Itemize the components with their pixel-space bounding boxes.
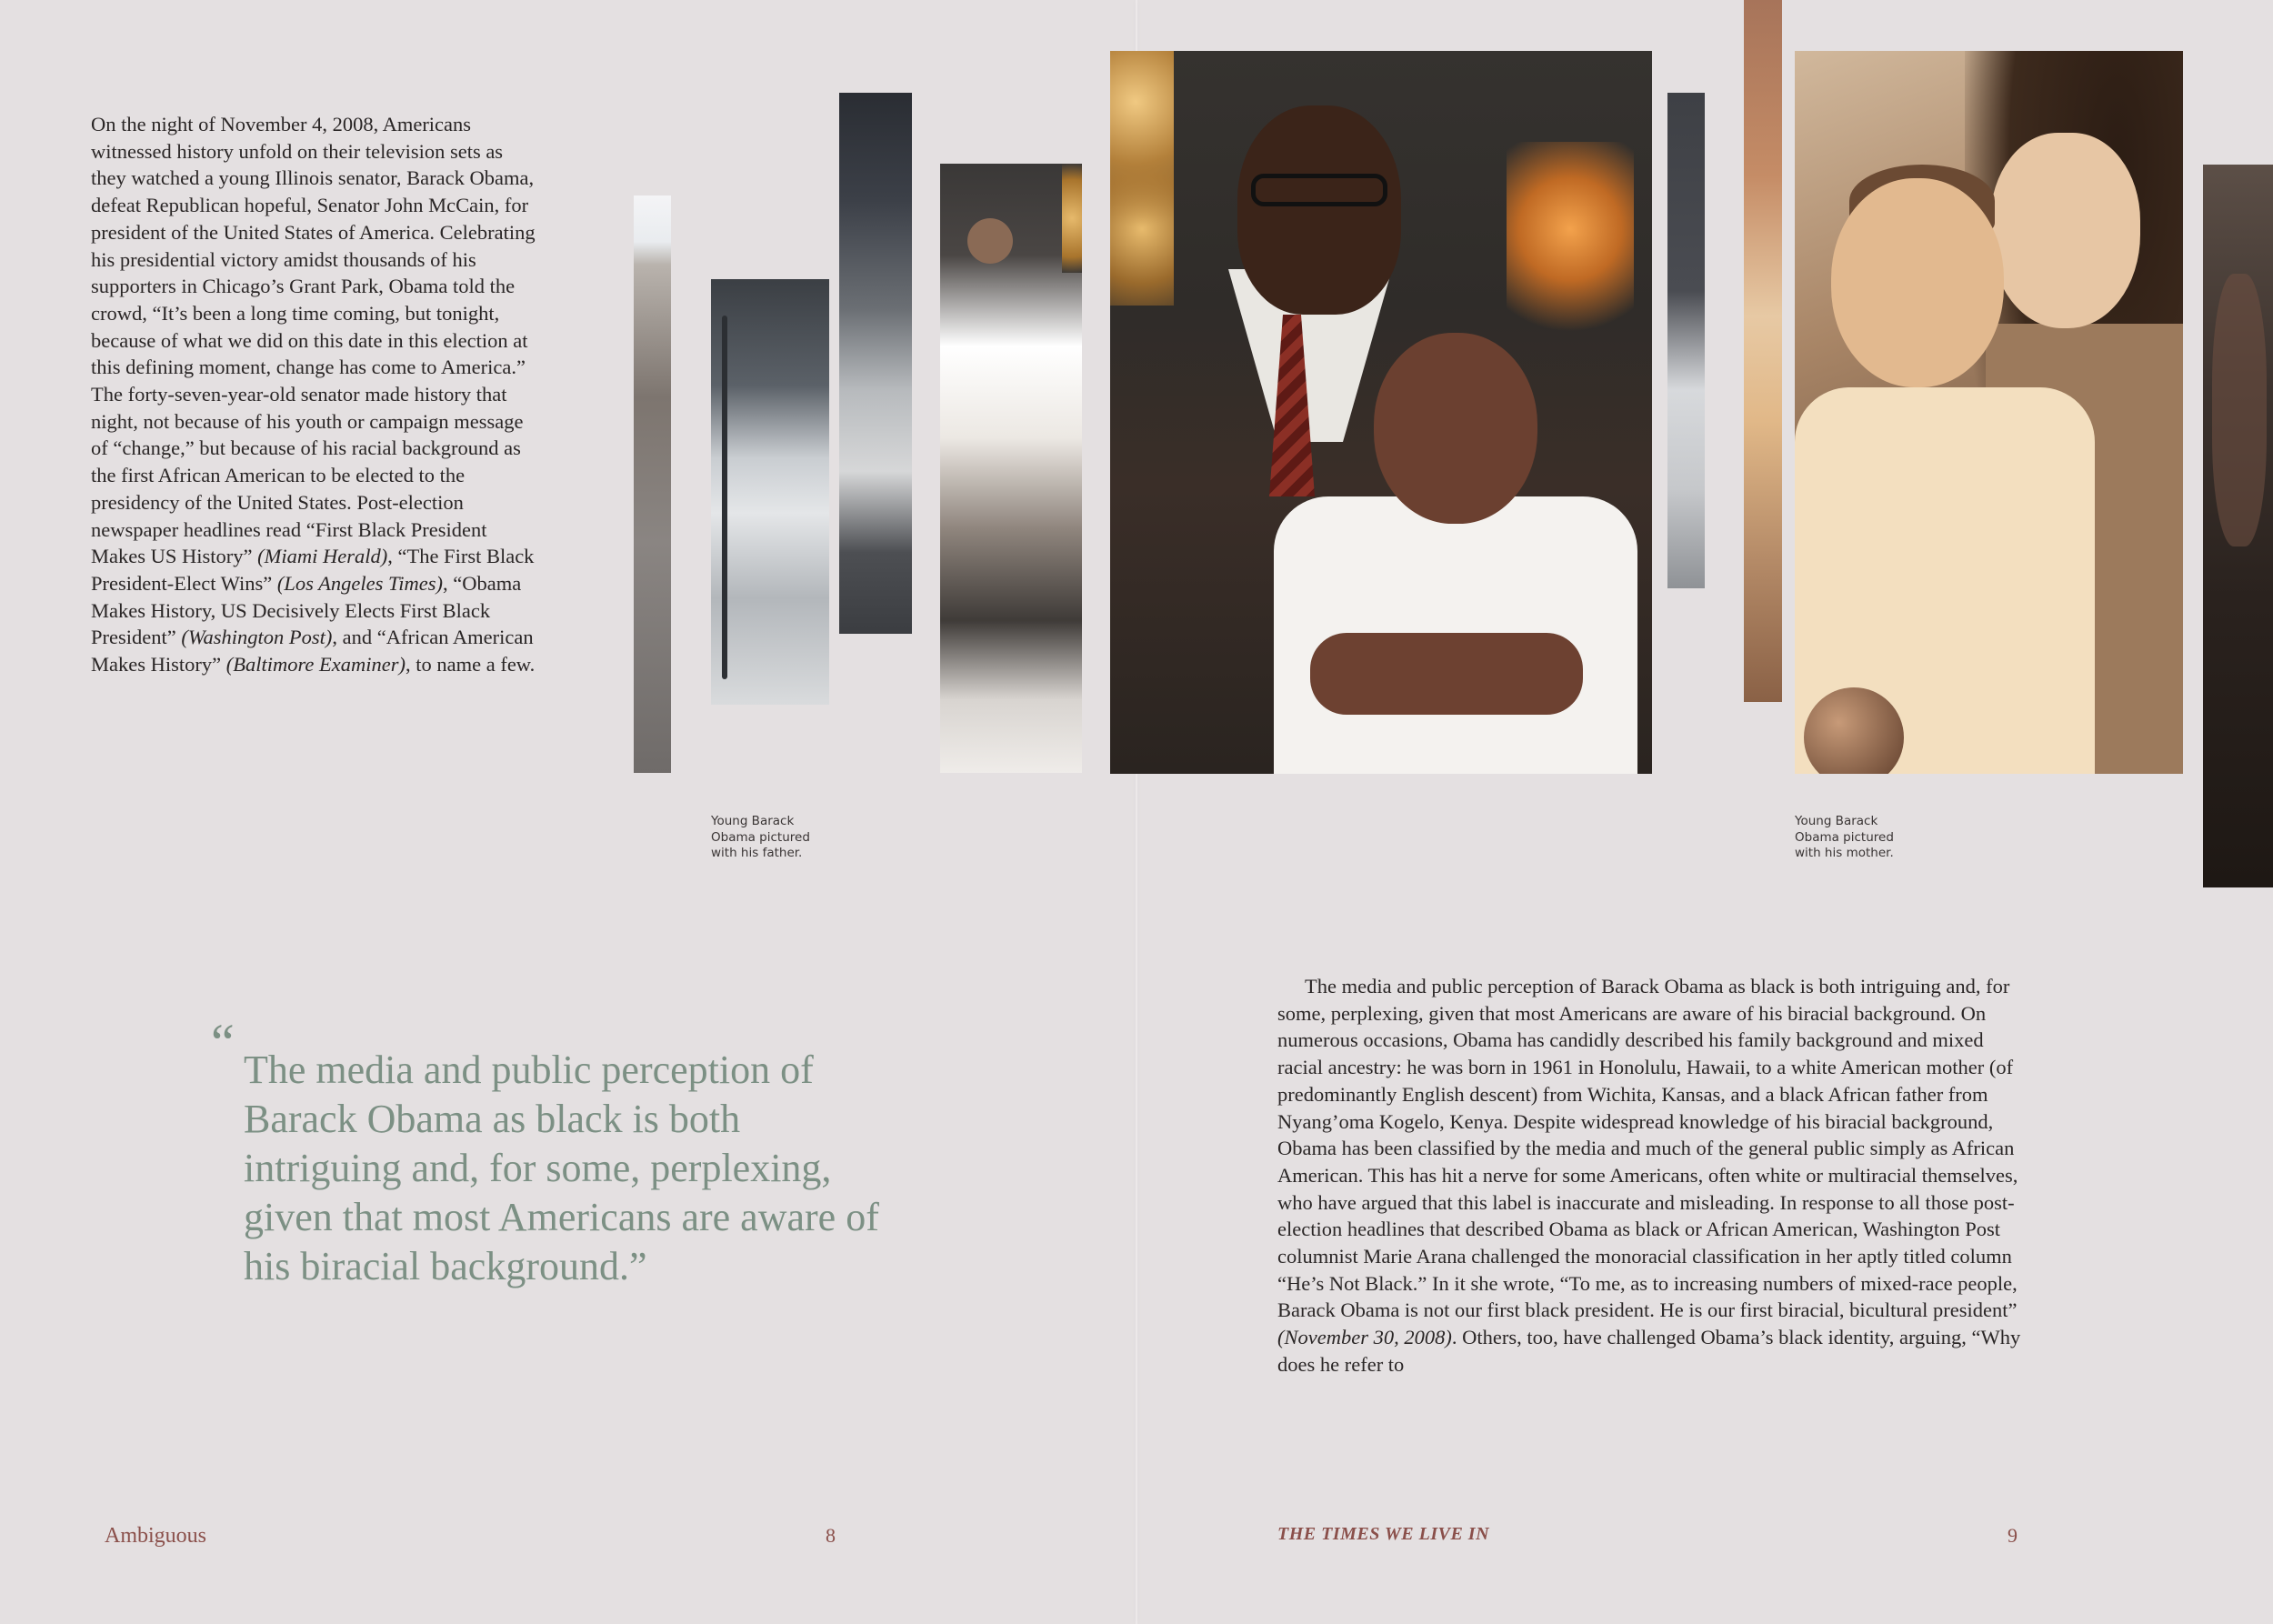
caption-mother: Young Barack Obama pictured with his mother. <box>1795 814 1894 860</box>
source-date: (November 30, 2008) <box>1277 1326 1452 1349</box>
right-page-body-text: The media and public perception of Barack Obama as black is both intriguing and, for some, perplexing, given that most Americans are aware of his biracial background. On numerous occasions, Obama has candidly described his family background and mixed racial ancestry: he was born in 1961 in Honolulu, Hawaii, to a white American mother (of predominantly English descent) from Wichita, Kansas, and a black African father from Nyang’oma Kogelo, Kenya. Despite widespread knowledge of his biracial background, Obama has been classified by the media and much of the general public simply as African American. This has hit a nerve for some Americans, often white or multiracial themselves, who have argued that this label is inaccurate and misleading. In response to all those post-election headlines that described Obama as black or African American, Washington Post columnist Marie Arana challenged the monoracial classification in her aptly titled column “He’s Not Black.” In it she wrote, “To me, as to increasing numbers of mixed-race people, Barack Obama is not our first black president. He is our first biracial, bicultural president” (November 30, 2008). Others, too, have challenged Obama’s black identity, arguing, “Why does he refer to <box>1277 975 2021 1376</box>
photo-strip <box>1744 0 1782 702</box>
left-page-body-text: On the night of November 4, 2008, Americans witnessed history unfold on their television sets as they watched a young Illinois senator, Barack Obama, defeat Republican hopeful, Senator John McCain, for president of the United States of America. Celebrating his presidential victory amidst thousands of his supporters in Chicago’s Grant Park, Obama told the crowd, “It’s been a long time coming, but tonight, because of what we did on this date in this election at this defining moment, change has come to America.” The forty-seven-year-old senator made history that night, not because of his youth or campaign message of “change,” but because of his racial background as the first African American to be elected to the presidency of the United States. Post-election newspaper headlines read “First Black President Makes US History” (Miami Herald), “The First Black President-Elect Wins” (Los Angeles Times), “Obama Makes History, US Decisively Elects First Black President” (Washington Post), and “African American Makes History” (Baltimore Examiner), to name a few. <box>91 113 536 677</box>
source-miami-herald: (Miami Herald) <box>257 545 388 568</box>
photo-strip <box>634 195 671 773</box>
page-number-left: 8 <box>826 1524 836 1547</box>
source-washington-post: (Washington Post) <box>181 626 333 649</box>
footer-book-title: Ambiguous <box>105 1524 207 1548</box>
photo-strip <box>2203 165 2273 887</box>
pull-quote: The media and public perception of Barack Obama as black is both intriguing and, for some, perplexing, given that most Americans are aware of his biracial background.” <box>244 1048 879 1288</box>
photo-strip <box>940 164 1082 773</box>
photo-strip <box>1667 93 1705 588</box>
caption-father: Young Barack Obama pictured with his father. <box>711 814 810 860</box>
source-baltimore-examiner: (Baltimore Examiner) <box>225 653 406 677</box>
father-son-photo <box>1110 51 1652 774</box>
footer-section-title: THE TIMES WE LIVE IN <box>1277 1524 1490 1544</box>
photo-strip <box>711 279 829 705</box>
page-number-right: 9 <box>2008 1524 2018 1547</box>
quote-mark: “ <box>211 1013 235 1072</box>
source-la-times: (Los Angeles Times) <box>276 571 443 595</box>
mother-son-photo <box>1795 51 2183 774</box>
photo-strip <box>839 93 912 634</box>
